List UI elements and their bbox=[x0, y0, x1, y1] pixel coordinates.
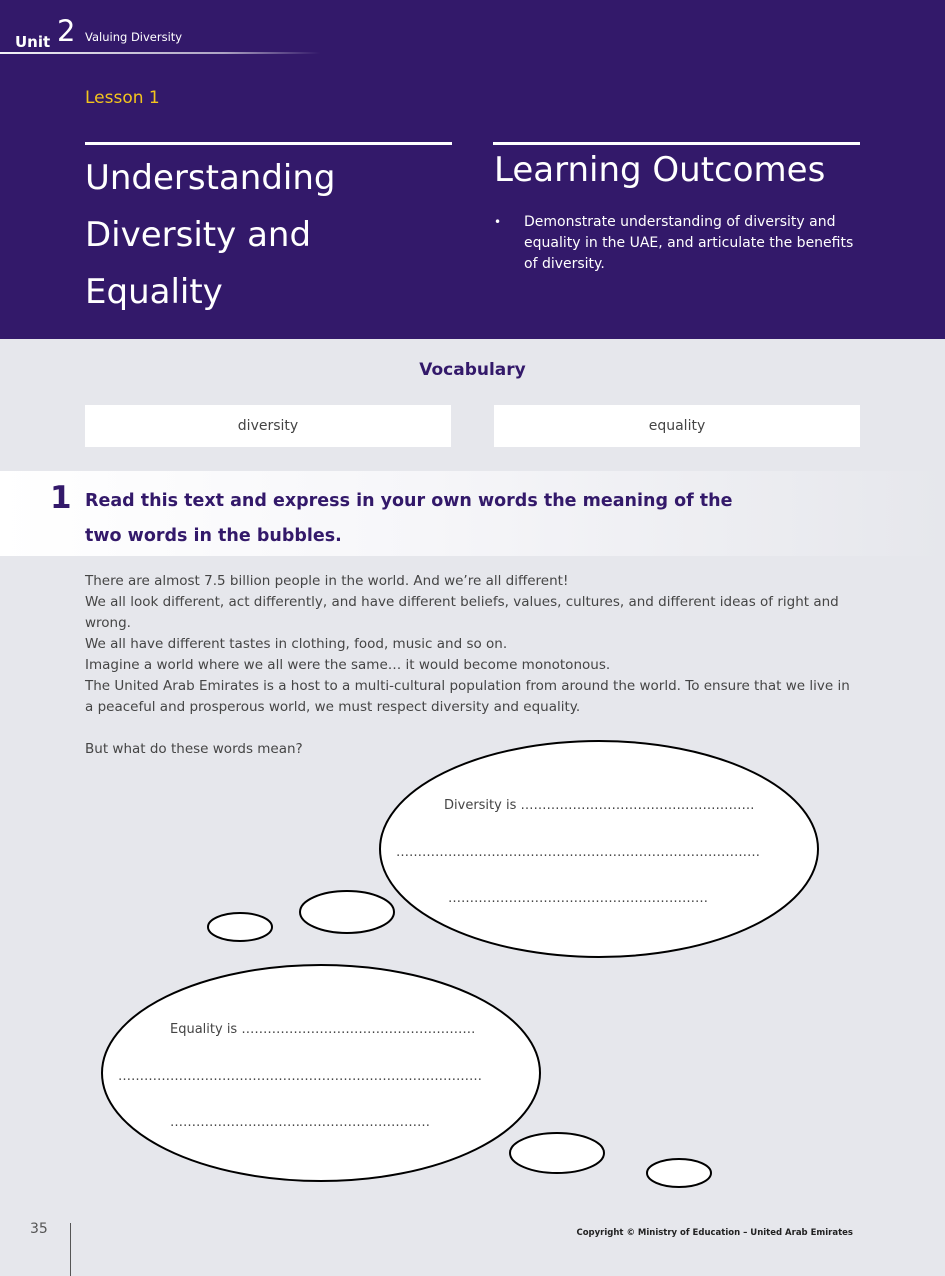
learning-outcomes-title: Learning Outcomes bbox=[494, 150, 826, 190]
equality-answer-line[interactable]: ………………………………………………………………………… bbox=[118, 1069, 482, 1084]
reading-line: The United Arab Emirates is a host to a multi-cultural population from around the world. To ensure that we live in a peaceful and prosperous world, we must respect diversity and equality. bbox=[85, 678, 850, 715]
equality-answer-line[interactable]: …………………………………………………… bbox=[170, 1115, 430, 1130]
activity-instruction: Read this text and express in your own words the meaning of the two words in the bubbles. bbox=[85, 491, 733, 546]
unit-label: Unit bbox=[15, 33, 51, 51]
equality-bubble-trail-large bbox=[510, 1133, 604, 1173]
diversity-answer-line[interactable]: ………………………………………………………………………… bbox=[396, 845, 760, 860]
equality-answer-line[interactable]: Equality is ……………………………………………… bbox=[170, 1022, 476, 1037]
diversity-bubble-trail-small bbox=[208, 913, 272, 941]
unit-number: 2 bbox=[57, 14, 76, 48]
lesson-title-line: Understanding bbox=[85, 158, 336, 198]
lesson-title-line: Equality bbox=[85, 272, 223, 312]
equality-bubble-trail-small bbox=[647, 1159, 711, 1187]
lesson-title-line: Diversity and bbox=[85, 215, 312, 255]
page-number: 35 bbox=[30, 1221, 48, 1237]
vocabulary-heading: Vocabulary bbox=[419, 360, 526, 380]
unit-title: Valuing Diversity bbox=[85, 30, 183, 44]
reading-line: Imagine a world where we all were the same… it would become monotonous. bbox=[85, 657, 611, 673]
vocabulary-word-equality: equality bbox=[494, 405, 860, 447]
reading-line: There are almost 7.5 billion people in the world. And we’re all different! bbox=[85, 573, 569, 589]
reading-line: We all look different, act differently, and have different beliefs, values, cultures, and different ideas of right and wrong. bbox=[85, 594, 839, 631]
diversity-answer-line[interactable]: Diversity is ……………………………………………… bbox=[444, 798, 755, 813]
learning-outcome-text: Demonstrate understanding of diversity and equality in the UAE, and articulate the benefits of diversity. bbox=[524, 214, 854, 272]
footer-divider bbox=[70, 1223, 71, 1276]
lesson-label: Lesson 1 bbox=[85, 88, 160, 108]
reading-question: But what do these words mean? bbox=[85, 741, 303, 757]
copyright-notice: Copyright © Ministry of Education – United Arab Emirates bbox=[576, 1228, 853, 1238]
diversity-bubble-trail-large bbox=[300, 891, 394, 933]
reading-line: We all have different tastes in clothing, food, music and so on. bbox=[85, 636, 508, 652]
diversity-answer-line[interactable]: …………………………………………………… bbox=[448, 891, 708, 906]
activity-number: 1 bbox=[50, 480, 72, 516]
bullet-icon: • bbox=[494, 215, 502, 229]
vocabulary-word-diversity: diversity bbox=[85, 405, 451, 447]
